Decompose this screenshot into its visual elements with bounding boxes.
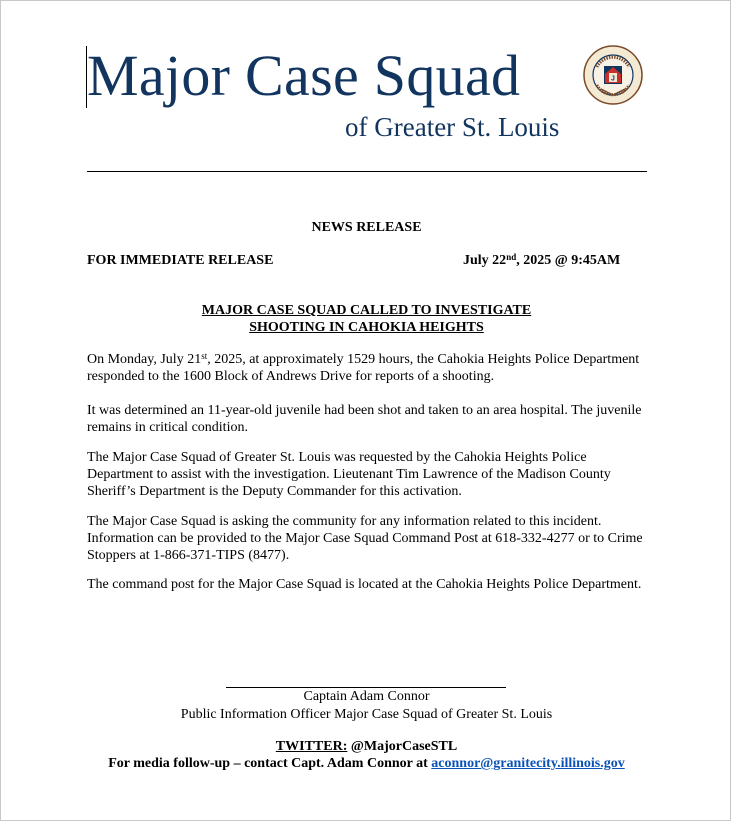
masthead-title: Major Case Squad bbox=[87, 43, 521, 108]
masthead-subtitle: of Greater St. Louis bbox=[345, 112, 560, 142]
paragraph-4: The Major Case Squad is asking the community for any information related to this incident. Information can be provided to the Major Case Squad Command Post at 618-332-4277 or to Crime Stoppers at 1-866-371-TIPS (8477). bbox=[87, 514, 643, 563]
release-immediacy: FOR IMMEDIATE RELEASE bbox=[87, 253, 274, 268]
signature-line bbox=[226, 687, 506, 688]
signature-name: Captain Adam Connor bbox=[303, 689, 430, 704]
headline-line-1: MAJOR CASE SQUAD CALLED TO INVESTIGATE bbox=[201, 303, 532, 318]
squad-seal-icon bbox=[583, 45, 643, 105]
paragraph-2: It was determined an 11-year-old juvenile had been shot and taken to an area hospital. The juvenile remains in critical condition. bbox=[87, 403, 642, 435]
headline-line-2: SHOOTING IN CAHOKIA HEIGHTS bbox=[249, 320, 484, 335]
twitter-line bbox=[1, 739, 731, 755]
news-release-heading: NEWS RELEASE bbox=[311, 220, 422, 235]
signature-title: Public Information Officer Major Case Squad of Greater St. Louis bbox=[180, 707, 553, 722]
paragraph-3: The Major Case Squad of Greater St. Louis was requested by the Cahokia Heights Police Department to assist with the investigation. Lieutenant Tim Lawrence of the Madison County Sheriff’s Department is the Deputy Commander for this activation. bbox=[87, 450, 611, 499]
email-link[interactable]: aconnor@granitecity.illinois.gov bbox=[431, 756, 625, 771]
svg-text:J: J bbox=[611, 75, 615, 83]
twitter-handle: @MajorCaseSTL bbox=[347, 739, 458, 754]
twitter-label: TWITTER: bbox=[275, 739, 348, 754]
paragraph-5: The command post for the Major Case Squad is located at the Cahokia Heights Police Department. bbox=[87, 577, 642, 592]
paragraph-1: On Monday, July 21st, 2025, at approximately 1529 hours, the Cahokia Heights Police Department responded to the 1600 Block of Andrews Drive for reports of a shooting. bbox=[87, 351, 640, 384]
header-divider bbox=[87, 171, 647, 172]
release-date: July 22nd, 2025 @ 9:45AM bbox=[463, 252, 621, 268]
media-contact: For media follow-up – contact Capt. Adam Connor at aconnor@granitecity.illinois.gov bbox=[108, 756, 625, 771]
headline bbox=[1, 302, 731, 336]
